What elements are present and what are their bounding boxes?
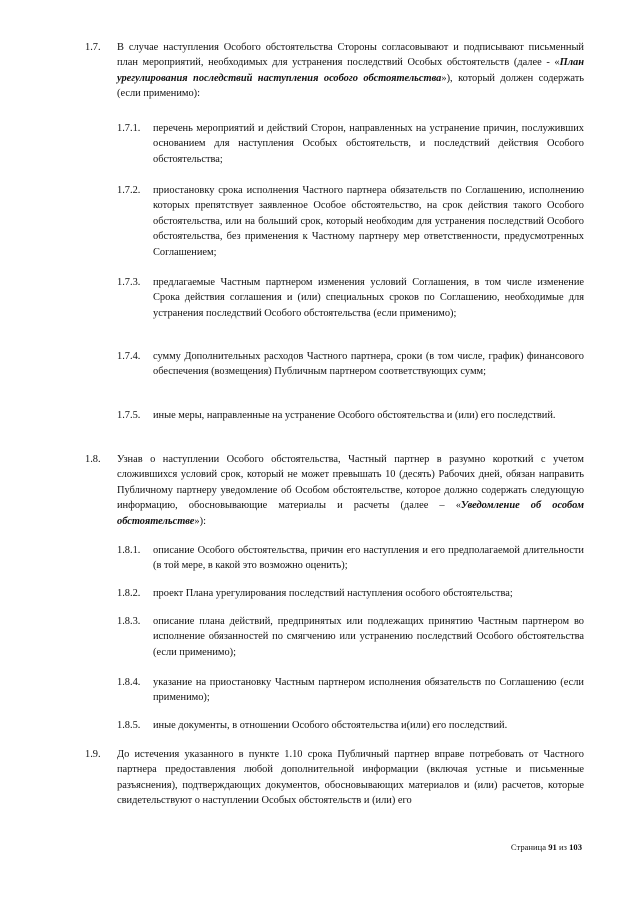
clause-number: 1.7.1. xyxy=(117,123,141,134)
clause-text: иные меры, направленные на устранение Особого обстоятельства и (или) его последствий. xyxy=(153,410,556,421)
page-number: 91 xyxy=(548,842,557,852)
defined-term: Уведомление об особом обстоятельстве xyxy=(117,500,584,527)
clause-text: перечень мероприятий и действий Сторон, направленных на устранение причин, послуживших основанием для наступления Особых обстоятельств, и последствий действия Особого обстоятельства; xyxy=(153,123,584,165)
clause-text: До истечения указанного в пункте 1.10 срока Публичный партнер вправе потребовать от Частного партнера предоставления любой дополнительной информации (включая устные и письменные разъяснения), подтверждающих документов, обосновывающих материалов и (или) расчетов, которые свидетельствуют о наступлении Особых обстоятельств и (или) его xyxy=(117,749,584,807)
clause-number: 1.7.2. xyxy=(117,185,141,196)
clause-text: сумму Дополнительных расходов Частного партнера, сроки (в том числе, график) финансового обеспечения (возмещения) Публичным партнером соответствующих сумм; xyxy=(153,351,584,378)
clause-number: 1.7.5. xyxy=(117,410,141,421)
clause-number: 1.7.4. xyxy=(117,351,141,362)
clause-number: 1.8. xyxy=(85,454,101,465)
clause-number: 1.8.5. xyxy=(117,720,141,731)
clause-text: указание на приостановку Частным партнером исполнения обязательств по Соглашению (если применимо); xyxy=(153,677,584,704)
clause-number: 1.8.3. xyxy=(117,616,141,627)
page-of: из xyxy=(558,842,567,852)
clause-text: проект Плана урегулирования последствий наступления особого обстоятельства; xyxy=(153,588,513,599)
defined-term: План урегулирования последствий наступления особого обстоятельства xyxy=(117,57,584,84)
clause-number: 1.8.4. xyxy=(117,677,141,688)
clause-number: 1.7.3. xyxy=(117,277,141,288)
clause-text: приостановку срока исполнения Частного партнера обязательств по Соглашению, исполнению которых препятствует заявленное Особое обстоятельство, на срок действия такого Особого обстоятельства, или на больший срок, который необходим для устранения последствий Особого обстоятельства, без применения к Частному партнеру мер ответственности, предусмотренных Соглашением; xyxy=(153,185,584,258)
clause-text: описание плана действий, предпринятых или подлежащих принятию Частным партнером во исполнение обязанностей по смягчению или устранению последствий Особого обстоятельства (если применимо); xyxy=(153,616,584,658)
page-footer xyxy=(511,842,582,852)
clause-number: 1.8.1. xyxy=(117,545,141,556)
page-total: 103 xyxy=(569,842,582,852)
clause-text: предлагаемые Частным партнером изменения условий Соглашения, в том числе изменение Срока действия соглашения и (или) специальных сроков по Соглашению, необходимые для устранения последствий Особого обстоятельства (если применимо); xyxy=(153,277,584,319)
clause-number: 1.8.2. xyxy=(117,588,141,599)
clause-number: 1.7. xyxy=(85,42,101,53)
page-label: Страница xyxy=(510,842,547,852)
clause-text: описание Особого обстоятельства, причин его наступления и его предполагаемой длительности (в той мере, в какой это возможно оценить); xyxy=(153,545,584,572)
clause-text: Узнав о наступлении Особого обстоятельства, Частный партнер в разумно короткий с учетом сложившихся условий срок, который не может превышать 10 (десять) Рабочих дней, обязан направить Публичному партнеру уведомление об Особом обстоятельстве, которое должно содержать следующую информацию, обосновывающие материалы и расчеты (далее – «Уведомление об особом обстоятельстве»): xyxy=(117,454,584,527)
clause-text: иные документы, в отношении Особого обстоятельства и(или) его последствий. xyxy=(153,720,508,731)
clause-text: В случае наступления Особого обстоятельства Стороны согласовывают и подписывают письменный план мероприятий, необходимых для устранения последствий Особых обстоятельств (далее - «План урегулирования последствий наступления особого обстоятельства»), который должен содержать (если применимо): xyxy=(117,42,585,100)
clause-number: 1.9. xyxy=(85,749,101,760)
